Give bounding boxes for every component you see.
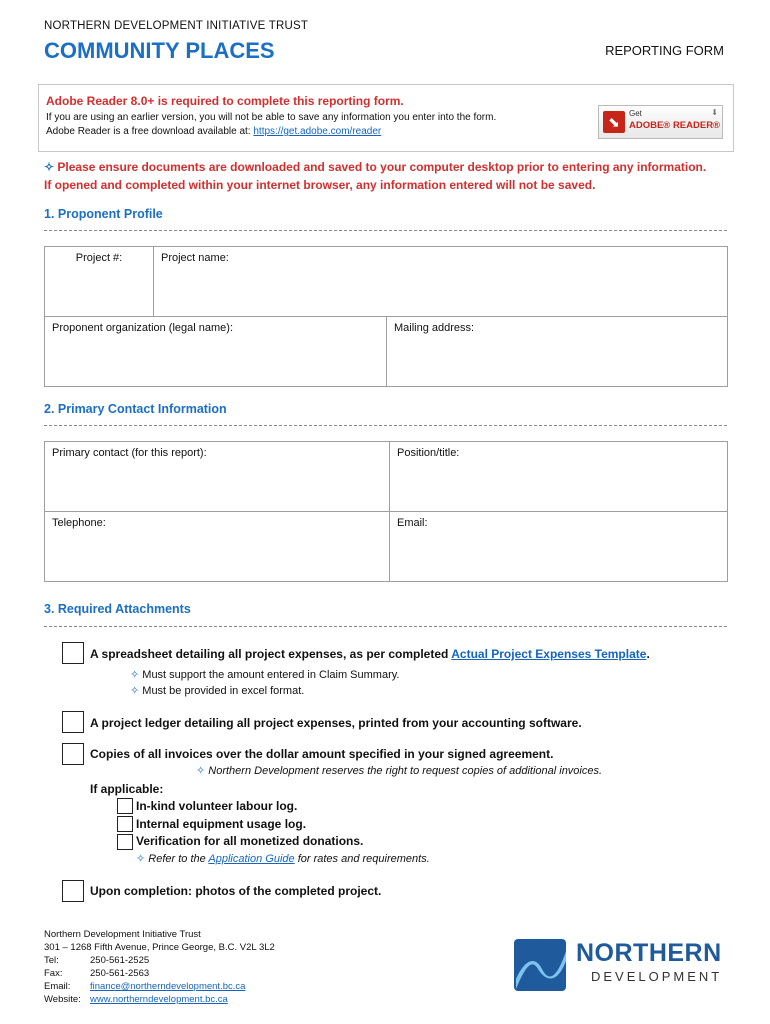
telephone-label: Telephone: [52,517,106,529]
footer-org-name: Northern Development Initiative Trust [44,929,201,940]
warning-line-2: If opened and completed within your internet browser, any information entered will not be saved. [44,178,596,192]
adobe-download-prefix: Adobe Reader is a free download available at: [46,126,254,137]
footer-fax: 250-561-2563 [90,968,150,979]
star-icon: ✧ [130,685,140,697]
mailing-address-field[interactable] [387,317,728,387]
download-arrow-icon: ⬇ [711,108,718,117]
volunteer-log-checkbox[interactable] [117,798,133,814]
primary-contact-label: Primary contact (for this report): [52,447,207,459]
spreadsheet-checkbox[interactable] [62,642,84,664]
if-applicable-label: If applicable: [90,782,164,796]
telephone-field[interactable] [45,512,390,582]
application-guide-note: ✧ Refer to the Application Guide for rates and requirements. [136,853,430,865]
invoices-item: Copies of all invoices over the dollar amount specified in your signed agreement. [90,747,554,761]
footer-address: 301 – 1268 Fifth Avenue, Prince George, B.C. V2L 3L2 [44,942,275,953]
page-title: COMMUNITY PLACES [44,38,275,63]
form-type: REPORTING FORM [605,43,724,58]
star-icon: ✧ [130,669,140,681]
mailing-address-label: Mailing address: [394,322,475,334]
warning-line-1: ✧ Please ensure documents are downloaded and saved to your computer desktop prior to entering any information. [44,160,707,174]
volunteer-log-item: In-kind volunteer labour log. [136,799,298,813]
adobe-version-note: If you are using an earlier version, you will not be able to save any information you enter into the form. [46,112,497,123]
adobe-requirement: Adobe Reader 8.0+ is required to complete this reporting form. [46,94,404,108]
footer-website-link[interactable]: www.northerndevelopment.bc.ca [90,994,228,1005]
primary-contact-field[interactable] [45,442,390,512]
proponent-profile-table [44,246,728,387]
star-icon: ✧ [44,160,55,174]
photos-item: Upon completion: photos of the completed project. [90,884,382,898]
footer-email-label: Email: [44,981,71,992]
position-title-label: Position/title: [397,447,460,459]
footer-fax-label: Fax: [44,968,63,979]
adobe-get-label: Get [629,109,642,118]
project-name-field[interactable] [154,247,728,317]
section-2-heading: 2. Primary Contact Information [44,402,227,416]
logo-word-development: DEVELOPMENT [591,969,723,984]
footer-email-link[interactable]: finance@northerndevelopment.bc.ca [90,981,246,992]
expenses-template-link[interactable]: Actual Project Expenses Template [451,647,647,661]
section-3-heading: 3. Required Attachments [44,602,191,616]
equipment-log-checkbox[interactable] [117,816,133,832]
adobe-download-link[interactable]: https://get.adobe.com/reader [253,126,382,137]
organization-name: NORTHERN DEVELOPMENT INITIATIVE TRUST [44,20,309,32]
section-1-divider [44,230,727,231]
adobe-reader-label: ADOBE® READER® [629,120,721,131]
footer-web-label: Website: [44,994,81,1005]
application-guide-link[interactable]: Application Guide [208,853,295,865]
position-title-field[interactable] [390,442,728,512]
footer-contact [44,928,275,1006]
ledger-item: A project ledger detailing all project expenses, printed from your accounting software. [90,716,582,730]
section-1-heading: 1. Proponent Profile [44,207,163,221]
project-number-label: Project #: [75,252,123,264]
donations-item: Verification for all monetized donations. [136,834,364,848]
photos-checkbox[interactable] [62,880,84,902]
footer-tel: 250-561-2525 [90,955,150,966]
adobe-download-note [46,126,381,137]
project-number-field[interactable] [45,247,154,317]
invoices-checkbox[interactable] [62,743,84,765]
get-adobe-reader-button[interactable] [598,105,723,139]
northern-development-logo [514,935,726,995]
section-3-divider [44,626,727,627]
star-icon: ✧ [196,765,206,777]
section-2-divider [44,425,727,426]
primary-contact-table [44,441,728,582]
adobe-notice [38,84,734,152]
proponent-organization-label: Proponent organization (legal name): [52,322,234,334]
equipment-log-item: Internal equipment usage log. [136,817,307,831]
proponent-organization-field[interactable] [45,317,387,387]
spreadsheet-item: A spreadsheet detailing all project expenses, as per completed Actual Project Expenses Template. [90,647,650,661]
ledger-checkbox[interactable] [62,711,84,733]
logo-word-northern: NORTHERN [576,939,722,967]
spreadsheet-note-2: ✧ Must be provided in excel format. [130,685,305,697]
donations-checkbox[interactable] [117,834,133,850]
spreadsheet-note-1: ✧ Must support the amount entered in Claim Summary. [130,669,400,681]
footer-tel-label: Tel: [44,955,59,966]
invoices-note: ✧ Northern Development reserves the right to request copies of additional invoices. [196,765,603,777]
star-icon: ✧ [136,853,146,865]
email-label: Email: [397,517,428,529]
email-field[interactable] [390,512,728,582]
adobe-pdf-icon: ⬊ [603,111,625,133]
project-name-label: Project name: [161,252,229,264]
